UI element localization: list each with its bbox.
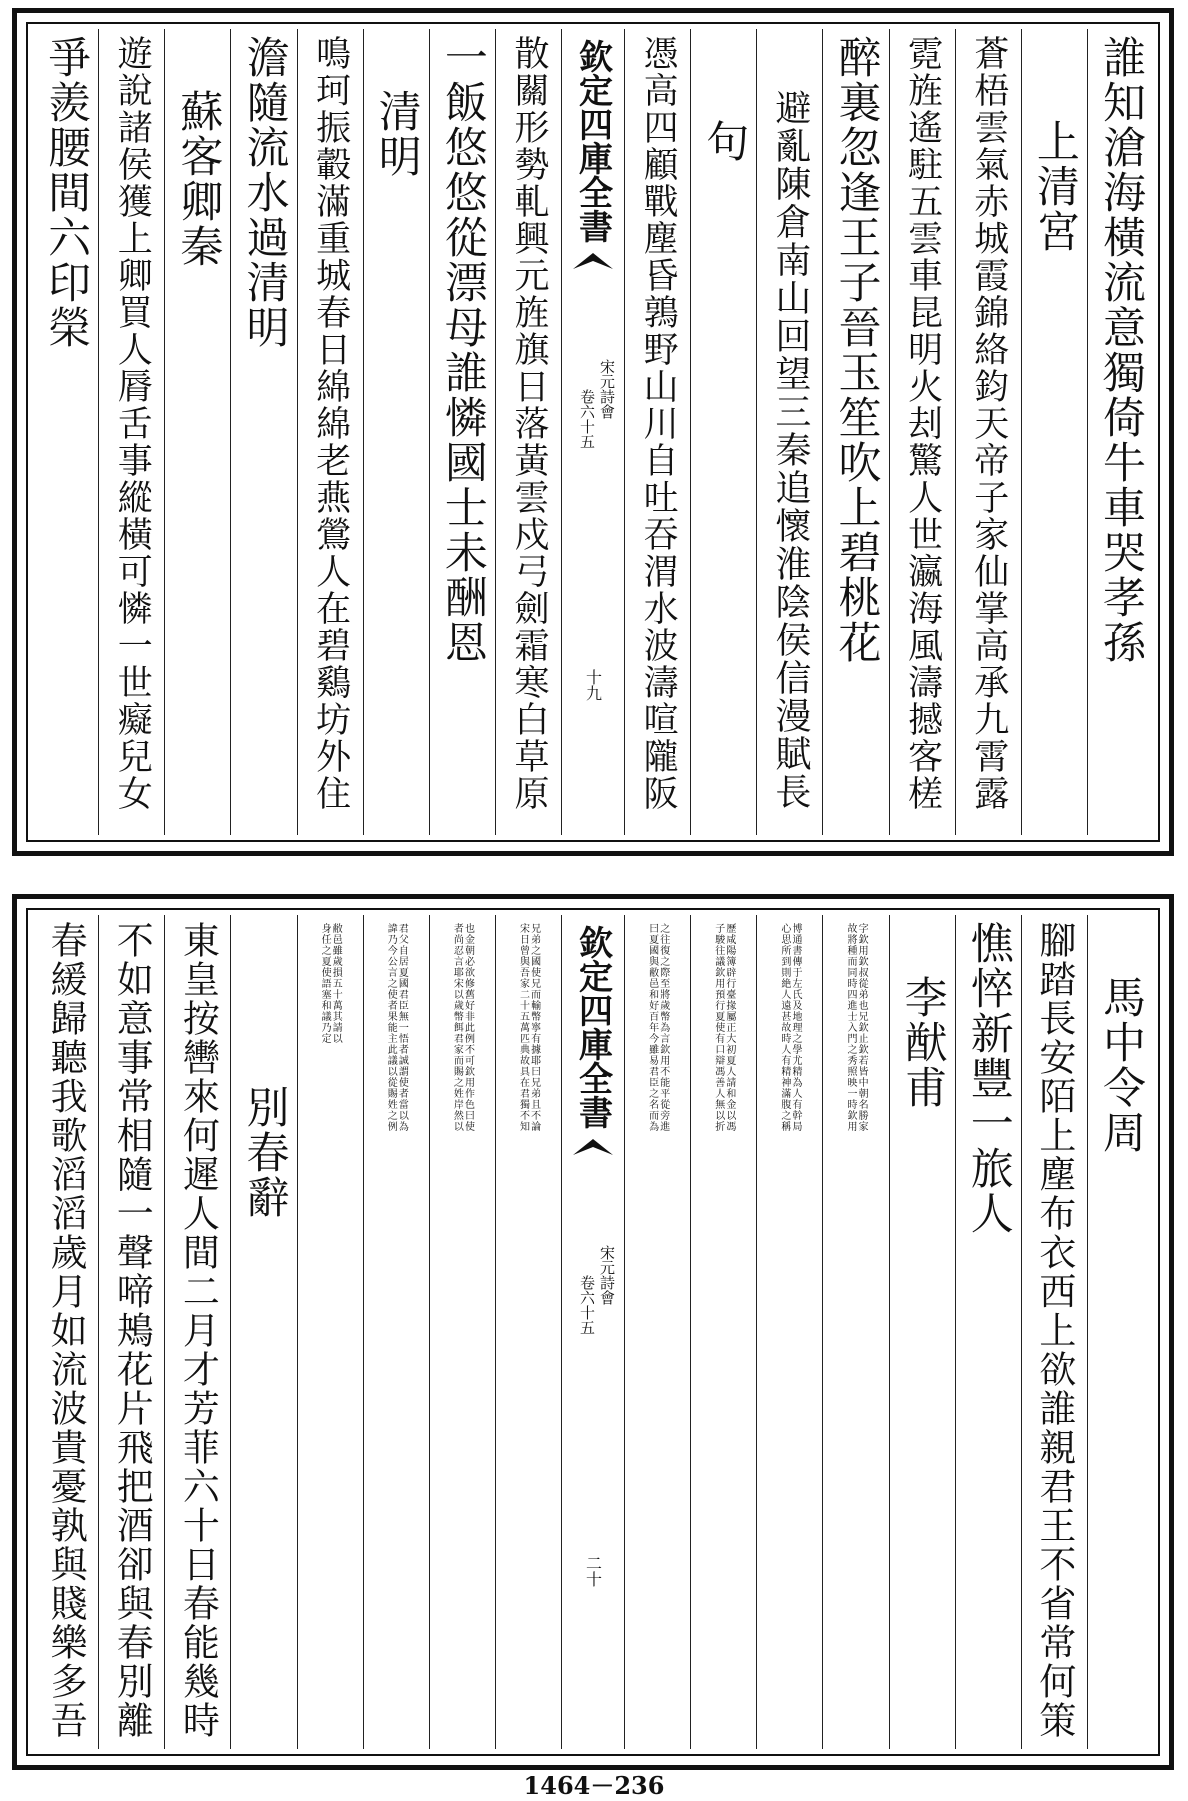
column-text: 腳踏長安陌上塵布衣西上欲誰親君王不省常何策	[1032, 921, 1076, 1740]
text-column	[889, 29, 955, 835]
column-text: 憑高四顧戰塵昏鶉野山川自吐吞渭水波濤喧隴阪	[638, 35, 679, 812]
poem-title: 避亂陳倉南山回望三秦追懷淮陰侯信漫賦長	[769, 89, 811, 811]
text-column	[1087, 29, 1153, 835]
commentary-column	[690, 915, 756, 1749]
commentary-column	[822, 915, 888, 1749]
column-text: 憔悴新豐一旅人	[963, 921, 1014, 1236]
book-volume: 卷六十五	[578, 389, 596, 449]
commentary-line: 子駿往議欽用預行夏使有口辯馮善人無以折	[712, 923, 724, 1132]
book-subtitle: 宋元詩會	[598, 1245, 616, 1305]
commentary-line: 歷咸陽簿辟行臺掾屬正大初夏人請和金以馮	[723, 923, 735, 1132]
page-number: 1464－236	[523, 1771, 665, 1800]
poem-title-column	[756, 29, 822, 835]
commentary-line: 也金朝必欲修舊好非此例不可欽用作色曰使	[462, 923, 474, 1132]
book-fold-column	[561, 915, 624, 1749]
commentary-column	[297, 915, 363, 1749]
column-text: 鳴珂振轂滿重城春日綿綿老燕鶯人在碧鷄坊外住	[310, 35, 351, 812]
poem-title-column	[690, 29, 756, 835]
poem-title: 上清宮	[1029, 119, 1080, 254]
commentary-line: 身任之夏使語塞和議乃定	[319, 923, 331, 1044]
poem-title: 蘇客卿秦	[173, 89, 224, 269]
text-column	[1021, 915, 1087, 1749]
poem-title-column	[230, 915, 296, 1749]
author-name: 李猷甫	[897, 975, 948, 1110]
commentary-column	[429, 915, 495, 1749]
commentary-line: 宋日曾與吾家二十五萬匹典故具在君獨不知	[517, 923, 529, 1132]
column-text: 爭羨腰間六印榮	[41, 35, 92, 350]
poem-title-cont: 句	[699, 119, 750, 164]
text-column	[164, 915, 230, 1749]
book-title: 欽定四庫全書	[572, 39, 613, 243]
commentary-line: 者尚忍言耶宋以歲幣餌君家而賜之姓岸然以	[451, 923, 463, 1132]
text-column	[33, 915, 98, 1749]
commentary-line: 兄弟之國使兄而輸幣寧有據耶曰兄弟且不論	[528, 923, 540, 1132]
column-text: 散關形勢軋興元旌旗日落黃雲戍弓劍霜寒白草原	[508, 35, 549, 812]
text-column	[98, 915, 164, 1749]
commentary-line: 之往復之際至將歲幣為言欽用不能平從旁進	[657, 923, 669, 1132]
commentary-line: 敝邑雖歲損五十萬其請以	[330, 923, 342, 1044]
poem-title-column	[363, 29, 429, 835]
top-page-columns	[33, 29, 1153, 835]
poem-title: 清明	[371, 89, 422, 179]
commentary-line: 心思所到則絶人遠甚故時人有精神滿腹之稱	[778, 923, 790, 1132]
commentary-column	[624, 915, 690, 1749]
text-column	[822, 29, 888, 835]
folio-number: 二十	[583, 1555, 603, 1587]
text-column	[624, 29, 690, 835]
bottom-page	[12, 894, 1174, 1770]
commentary-line: 諱乃今公言之使者果能主此議以從賜姓之例	[385, 923, 397, 1132]
top-page	[12, 8, 1174, 856]
author-column	[889, 915, 955, 1749]
text-column	[955, 29, 1021, 835]
text-column	[98, 29, 164, 835]
book-fold-column	[561, 29, 624, 835]
commentary-line: 字欽用欽叔從弟也兄欽止欽若皆中朝名勝家	[856, 923, 868, 1132]
fishtail-mark-icon	[571, 249, 615, 271]
poem-title-column	[1021, 29, 1087, 835]
poem-title-column	[1087, 915, 1153, 1749]
column-text: 東皇按轡來何遲人間二月才芳菲六十日春能幾時	[176, 921, 220, 1740]
text-column	[297, 29, 363, 835]
column-text: 遊說諸侯獲上卿買人脣舌事縱橫可憐一世癡兒女	[112, 35, 153, 812]
text-column	[230, 29, 296, 835]
poem-title: 別春辭	[239, 1085, 290, 1220]
bottom-page-columns	[33, 915, 1153, 1749]
text-column	[429, 29, 495, 835]
folio-number: 十九	[583, 669, 603, 701]
commentary-line: 博通書傳于左氏及地理之學尤精為人有幹局	[790, 923, 801, 1132]
commentary-column	[756, 915, 822, 1749]
fishtail-mark-icon	[571, 1135, 615, 1157]
column-text: 霓旌遙駐五雲車昆明火刦驚人世瀛海風濤撼客槎	[902, 35, 943, 812]
book-subtitle: 宋元詩會	[598, 359, 616, 419]
column-text: 醉裏忽逢王子晉玉笙吹上碧桃花	[831, 35, 882, 665]
commentary-line: 故將種而同時四進士入門之秀照映一時欽用	[844, 923, 856, 1132]
commentary-line: 曰夏國與敝邑和好百年今雖易君臣之名而為	[646, 923, 658, 1132]
column-text: 不如意事常相隨一聲啼鴂花片飛把酒卻與春別離	[110, 921, 154, 1740]
commentary-column	[363, 915, 429, 1749]
column-text: 春緩歸聽我歌滔滔歲月如流波貴憂孰與賤樂多吾	[44, 921, 88, 1740]
poem-title-column	[164, 29, 230, 835]
book-title: 欽定四庫全書	[572, 925, 613, 1129]
text-column	[33, 29, 98, 835]
text-column	[495, 29, 561, 835]
text-column	[955, 915, 1021, 1749]
column-text: 蒼梧雲氣赤城霞錦絡鈞天帝子家仙掌高承九霄露	[968, 35, 1009, 812]
column-text: 澹隨流水過清明	[239, 35, 290, 350]
column-text: 一飯悠悠從漂母誰憐國士未酬恩	[437, 35, 488, 665]
commentary-line: 君父自居夏國君臣無一悟者誠謂使者當以為	[396, 923, 408, 1132]
poem-title: 馬中令周	[1095, 975, 1146, 1155]
column-text: 誰知滄海橫流意獨倚牛車哭孝孫	[1095, 35, 1146, 665]
commentary-column	[495, 915, 561, 1749]
book-volume: 卷六十五	[578, 1275, 596, 1335]
